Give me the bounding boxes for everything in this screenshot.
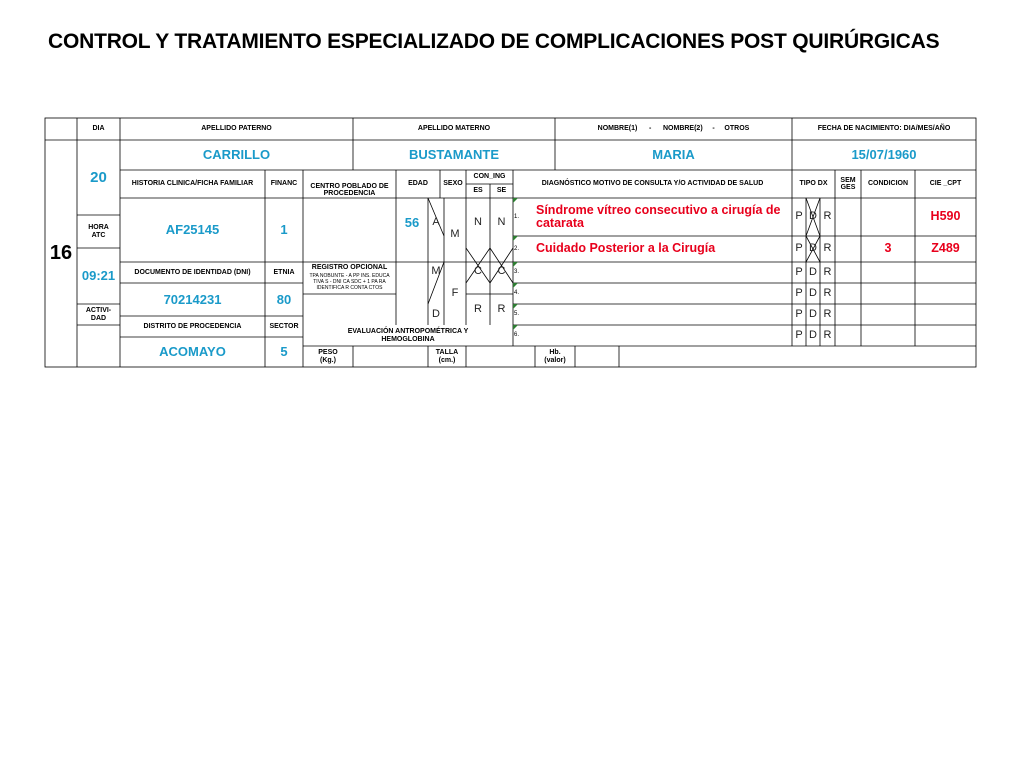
tipo-dx-p[interactable]: P [795,242,803,255]
value-dni[interactable]: 70214231 [163,291,222,307]
header-actividad: ACTIVI-DAD [85,307,112,322]
condicion-value[interactable]: 3 [884,241,892,256]
value-apellido-paterno[interactable]: CARRILLO [202,147,271,163]
header-diagnostico: DIAGNÓSTICO MOTIVO DE CONSULTA Y/O ACTIVIDAD DE SALUD [541,180,764,188]
tipo-dx-r[interactable]: R [823,242,832,255]
tipo-dx-d[interactable]: D [809,286,817,299]
tipo-dx-d[interactable]: D [809,265,817,278]
diagnosis-num: 4. [514,290,520,297]
header-apellido-materno: APELLIDO MATERNO [417,125,491,133]
se-n[interactable]: N [497,216,506,229]
header-tipo-dx: TIPO DX [799,180,828,188]
header-etnia: ETNIA [273,268,295,276]
page-title: CONTROL Y TRATAMIENTO ESPECIALIZADO DE COMPLICACIONES POST QUIRÚRGICAS [48,30,940,53]
header-es: ES [473,187,483,195]
diagnosis-num: 1. [514,213,520,220]
header-dia: DIA [92,125,105,133]
registro-opcional-detail: TPA NOBUNTE - A PP INS. EDUCA TIVA S - DNI CA SDC + 1 PA RA IDENTIFICA R CONTA CTOS [309,273,390,291]
header-distrito: DISTRITO DE PROCEDENCIA [143,322,242,330]
sexo-f[interactable]: F [451,287,459,300]
tipo-dx-p[interactable]: P [795,265,803,278]
value-distrito[interactable]: ACOMAYO [159,344,226,360]
tipo-dx-r[interactable]: R [823,328,832,341]
header-peso: PESO (Kg.) [318,349,338,364]
diagnosis-num: 2. [514,245,520,252]
header-historia-clinica: HISTORIA CLINICA/FICHA FAMILIAR [131,180,254,188]
se-c[interactable]: C [497,265,506,278]
value-nombre[interactable]: MARIA [652,147,695,163]
header-edad: EDAD [408,180,428,188]
tipo-dx-d[interactable]: D [809,307,817,320]
tipo-dx-p[interactable]: P [795,328,803,341]
value-edad[interactable]: 56 [404,215,420,231]
tipo-dx-p[interactable]: P [795,210,803,223]
header-apellido-paterno: APELLIDO PATERNO [201,125,272,133]
diagnosis-num: 3. [514,269,520,276]
es-r[interactable]: R [474,303,482,316]
header-financ: FINANC [270,180,298,188]
header-cie-cpt: CIE _CPT [929,180,962,188]
sexo-m[interactable]: M [450,228,460,241]
header-sector: SECTOR [269,322,299,330]
header-se: SE [496,187,507,195]
header-hora-atc: HORA ATC [88,224,109,239]
cie-value[interactable]: H590 [930,209,961,224]
header-talla: TALLA (cm.) [435,349,459,364]
header-condicion: CONDICION [867,180,909,188]
header-centro-poblado: CENTRO POBLADO DE PROCEDENCIA [310,182,389,197]
value-hora[interactable]: 09:21 [81,268,116,284]
header-nombres: NOMBRE(1) - NOMBRE(2) - OTROS [597,125,750,133]
tipo-dx-r[interactable]: R [823,265,832,278]
tipo-dx-d[interactable]: D [809,210,817,223]
es-c[interactable]: C [474,265,482,278]
edad-unit-m[interactable]: M [431,265,441,278]
header-documento: DOCUMENTO DE IDENTIDAD (DNI) [134,268,251,276]
se-r[interactable]: R [497,303,506,316]
diagnosis-text[interactable]: Cuidado Posterior a la Cirugía [536,241,716,256]
value-financ[interactable]: 1 [280,222,288,238]
diagnosis-num: 5. [514,311,520,318]
diagnosis-text[interactable]: Síndrome vítreo consecutivo a cirugía de catarata [536,202,781,230]
header-evaluacion: EVALUACIÓN ANTROPOMÉTRICA Y HEMOGLOBINA [347,328,469,343]
header-con-ing: CON_ING [473,173,506,181]
tipo-dx-p[interactable]: P [795,307,803,320]
value-historia-clinica[interactable]: AF25145 [165,222,220,238]
row-number: 16 [49,242,73,264]
header-sem-ges: SEM GES [840,176,856,191]
es-n[interactable]: N [474,216,482,229]
value-fecha-nacimiento[interactable]: 15/07/1960 [851,147,917,163]
tipo-dx-r[interactable]: R [823,286,832,299]
cie-value[interactable]: Z489 [931,241,960,256]
value-dia[interactable]: 20 [90,168,107,186]
value-etnia[interactable]: 80 [276,291,292,307]
value-sector[interactable]: 5 [280,344,288,360]
value-apellido-materno[interactable]: BUSTAMANTE [408,147,500,163]
edad-unit-d[interactable]: D [432,307,440,320]
diagnosis-num: 6. [514,332,520,339]
header-sexo: SEXO [443,180,463,188]
tipo-dx-d[interactable]: D [809,328,817,341]
tipo-dx-r[interactable]: R [823,210,832,223]
header-hb: Hb. (valor) [544,349,566,364]
tipo-dx-r[interactable]: R [823,307,832,320]
edad-unit-a[interactable]: A [432,216,440,229]
tipo-dx-p[interactable]: P [795,286,803,299]
tipo-dx-d[interactable]: D [809,242,817,255]
header-registro-opcional: REGISTRO OPCIONAL [311,263,388,271]
header-fecha-nacimiento: FECHA DE NACIMIENTO: DIA/MES/AÑO [817,125,951,133]
